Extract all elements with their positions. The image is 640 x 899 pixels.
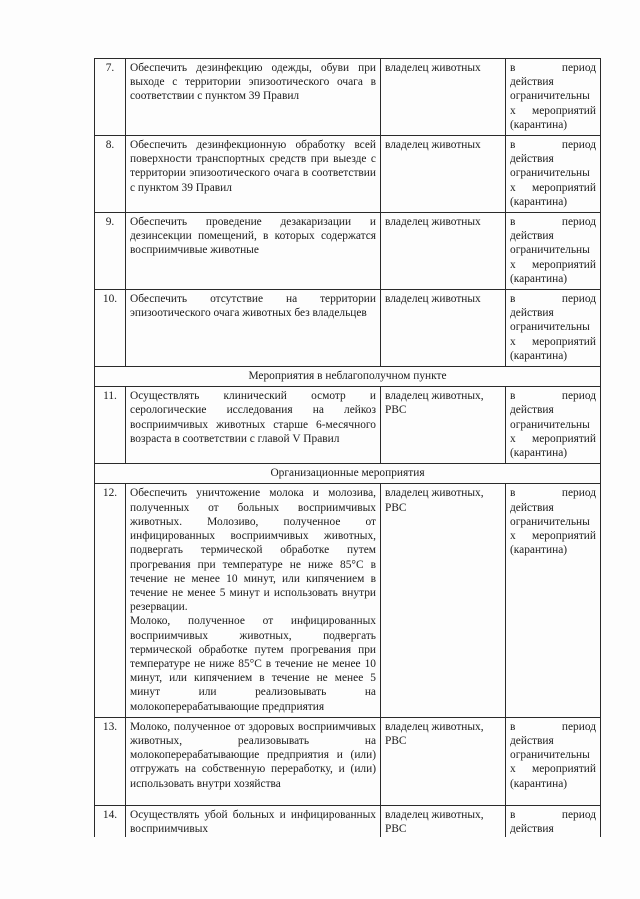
term-text: в период действия ограничительны х мероприятий (карантина) <box>506 59 601 136</box>
row-number: 7. <box>95 59 126 136</box>
term-text: в период действия ограничительны х мероприятий (карантина) <box>506 213 601 290</box>
measure-text: Обеспечить отсутствие на территории эпизоотического очага животных без владельцев <box>126 290 381 367</box>
term-text: в период действия ограничительны х мероприятий (карантина) <box>506 484 601 717</box>
measure-text: Осуществлять убой больных и инфицированных восприимчивых <box>130 808 376 834</box>
table-row <box>95 717 601 805</box>
row-number: 13. <box>95 717 126 805</box>
table-row <box>95 387 601 464</box>
term-text: в период действия ограничительны х мероприятий (карантина) <box>506 717 601 805</box>
responsible-text: владелец животных <box>381 290 506 367</box>
responsible-text: владелец животных <box>381 213 506 290</box>
table-row <box>95 136 601 213</box>
measure-text <box>126 484 381 717</box>
responsible-text: владелец животных, РВС <box>381 387 506 464</box>
measure-text: Осуществлять клинический осмотр и серологические исследования на лейкоз восприимчивых животных старше 6-месячного возраста в соответствии с главой V Правил <box>126 387 381 464</box>
table-row <box>95 805 601 837</box>
responsible-text: владелец животных, РВС <box>381 484 506 717</box>
measure-text: Молоко, полученное от здоровых восприимчивых животных, реализовывать на молокоперерабатывающие предприятия и (или) отгружать на собственную переработку, и (или) использовать внутри хозяйства <box>126 717 381 805</box>
section-title: Организационные мероприятия <box>95 464 601 484</box>
responsible-text: владелец животных, РВС <box>381 717 506 805</box>
row-number: 12. <box>95 484 126 717</box>
responsible-text: владелец животных <box>381 136 506 213</box>
term-text: в период действия ограничительны х мероприятий (карантина) <box>506 387 601 464</box>
measure-text: Обеспечить проведение дезакаризации и дезинсекции помещений, в которых содержатся восприимчивые животные <box>126 213 381 290</box>
table-row <box>95 213 601 290</box>
row-number: 10. <box>95 290 126 367</box>
row-number: 11. <box>95 387 126 464</box>
row-number: 14. <box>95 805 126 837</box>
measure-paragraph: Обеспечить уничтожение молока и молозива, полученных от больных восприимчивых животных. Молозиво, полученное от инфицированных восприимчивых животных, подвергать термической обработке путем прогревания при температуре не ниже 85°С в течение не менее 10 минут, или кипячением в течение не менее 5 минут и использовать внутри резервации. <box>130 487 376 614</box>
section-title: Мероприятия в неблагополучном пункте <box>95 367 601 387</box>
responsible-text: владелец животных, РВС <box>385 808 484 834</box>
term-text: в период действия ограничительны х мероприятий (карантина) <box>506 290 601 367</box>
term-text: в период действия ограничительны х мероприятий (карантина) <box>506 136 601 213</box>
table-row <box>95 290 601 367</box>
measure-text: Обеспечить дезинфекцию одежды, обуви при выходе с территории эпизоотического очага в соответствии с пунктом 39 Правил <box>126 59 381 136</box>
table-row <box>95 484 601 717</box>
measures-table <box>94 58 601 837</box>
row-number: 9. <box>95 213 126 290</box>
row-number: 8. <box>95 136 126 213</box>
term-text: в период действия <box>510 808 596 834</box>
section-header-row <box>95 367 601 387</box>
measure-text: Обеспечить дезинфекционную обработку всей поверхности транспортных средств при выезде с территории эпизоотического очага в соответствии с пунктом 39 Правил <box>126 136 381 213</box>
section-header-row <box>95 464 601 484</box>
responsible-text: владелец животных <box>381 59 506 136</box>
table-row <box>95 59 601 136</box>
measure-paragraph: Молоко, полученное от инфицированных восприимчивых животных, подвергать термической обработке путем прогревания при температуре не ниже 85°С в течение не менее 10 минут, или кипячением в течение не менее 5 минут или реализовывать на молокоперерабатывающие предприятия <box>130 615 376 713</box>
